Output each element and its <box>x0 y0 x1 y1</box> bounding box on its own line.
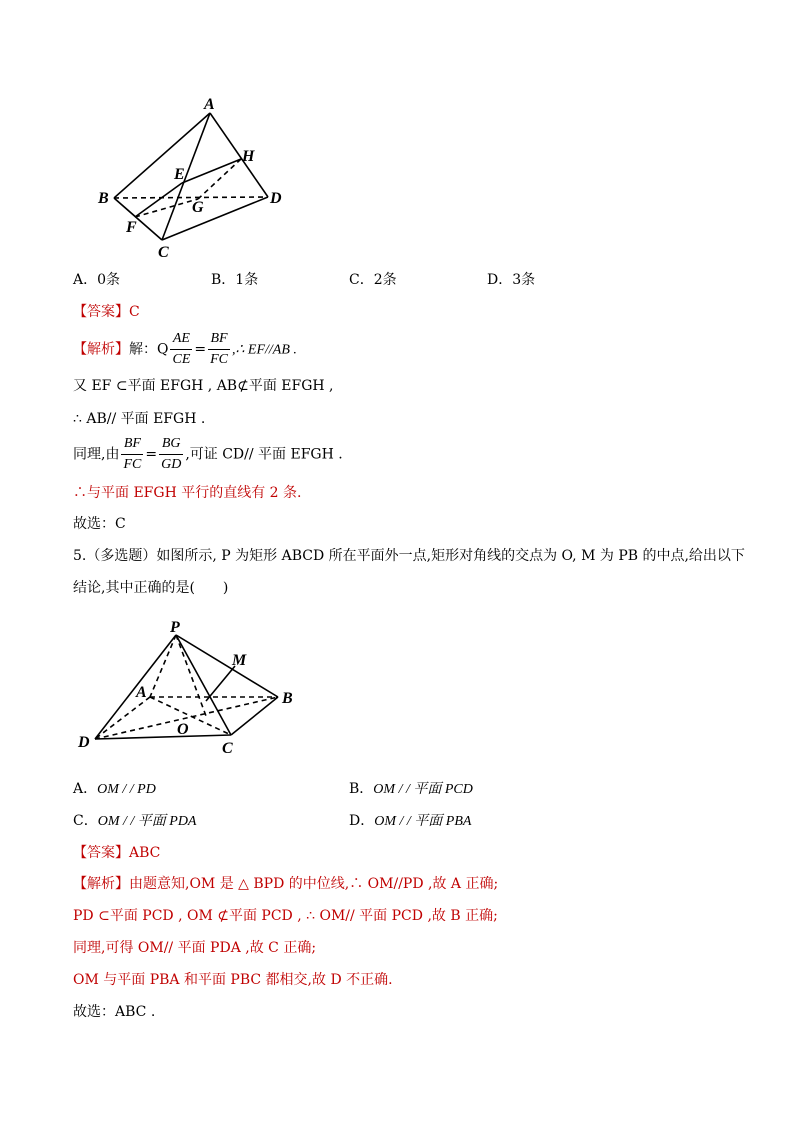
label-P: P <box>170 619 180 636</box>
q4-analysis-line6: 故选：C <box>73 516 126 532</box>
q5-option-d: D．OM / / 平面 PBA <box>349 813 472 829</box>
q5-analysis-line5: 故选：ABC . <box>73 1004 156 1020</box>
q4-option-a: A．0条 <box>73 272 121 288</box>
q4-answer: 【答案】C <box>73 304 140 320</box>
q5-stem-line1: 5.（多选题）如图所示, P 为矩形 ABCD 所在平面外一点,矩形对角线的交点为 O, M 为 PB 的中点,给出以下 <box>73 548 745 564</box>
segment-MO <box>206 666 235 701</box>
diag-AC <box>150 697 231 735</box>
q5-analysis-line3: 同理,可得 OM// 平面 PDA ,故 C 正确; <box>73 940 317 956</box>
q4-option-c: C．2条 <box>349 272 397 288</box>
fraction-ae-ce: $\frac{AE}{CE}$ <box>172 331 191 367</box>
q5-option-c: C．OM / / 平面 PDA <box>73 813 197 829</box>
edge-AB <box>114 113 210 198</box>
q4-option-d: D．3条 <box>487 272 536 288</box>
label-C: C <box>158 244 169 261</box>
edge-PA <box>150 635 176 697</box>
label-M: M <box>232 652 247 669</box>
label-G: G <box>192 199 204 216</box>
q5-analysis-line1: 【解析】由题意知,OM 是 △ BPD 的中位线,∴ OM//PD ,故 A 正确; <box>73 876 499 892</box>
q4-analysis-line4: 同理,由 $\frac{BF}{FC}$ = $\frac{BG}{GD}$ ,可证 CD// 平面 EFGH . <box>73 436 343 472</box>
label-D: D <box>270 190 282 207</box>
edge-PB <box>176 635 278 697</box>
edge-CD <box>162 197 268 240</box>
q5-analysis-line4: OM 与平面 PBA 和平面 PBC 都相交,故 D 不正确. <box>73 972 393 988</box>
edge-HG <box>198 159 241 199</box>
label-O: O <box>177 721 189 738</box>
segment-PO <box>176 635 206 716</box>
edge-DC <box>95 735 231 739</box>
label-H: H <box>242 148 255 165</box>
label-F: F <box>126 219 137 236</box>
q5-answer: 【答案】ABC <box>73 845 161 861</box>
q5-option-a: A．OM / / PD <box>73 781 156 797</box>
edge-BD <box>114 197 268 198</box>
edge-BC <box>114 198 162 240</box>
q4-analysis-line3: ∴ AB// 平面 EFGH . <box>73 411 206 427</box>
fraction-bg-gd: $\frac{BG}{GD}$ <box>161 436 182 472</box>
edge-FG <box>135 199 198 217</box>
tetrahedron-figure <box>90 95 290 265</box>
label-C: C <box>222 740 233 757</box>
q5-stem-line2: 结论,其中正确的是( ) <box>73 580 229 596</box>
q4-analysis-line5: ∴与平面 EFGH 平行的直线有 2 条. <box>73 485 302 501</box>
pyramid-figure <box>70 615 310 765</box>
label-D: D <box>78 734 90 751</box>
label-E: E <box>174 166 185 183</box>
label-B: B <box>98 190 109 207</box>
q5-option-b: B．OM / / 平面 PCD <box>349 781 473 797</box>
fraction-bf-fc: $\frac{BF}{FC}$ <box>210 331 228 367</box>
edge-AD <box>210 113 268 197</box>
label-A: A <box>136 684 147 701</box>
q4-analysis-line1: 【解析】解：Q $\frac{AE}{CE}$ = $\frac{BF}{FC}$ ,∴ EF//AB . <box>73 331 297 367</box>
q5-analysis-line2: PD ⊂平面 PCD , OM ⊄平面 PCD , ∴ OM// 平面 PCD ,故 B 正确; <box>73 908 498 924</box>
label-A: A <box>204 96 215 113</box>
edge-AC <box>162 113 210 240</box>
label-B: B <box>282 690 293 707</box>
q4-analysis-line2: 又 EF ⊂平面 EFGH , AB⊄平面 EFGH , <box>73 378 334 394</box>
edge-EF <box>135 183 182 217</box>
fraction-bf-fc-2: $\frac{BF}{FC}$ <box>123 436 142 472</box>
q4-option-b: B．1条 <box>211 272 259 288</box>
edge-PC <box>176 635 231 735</box>
